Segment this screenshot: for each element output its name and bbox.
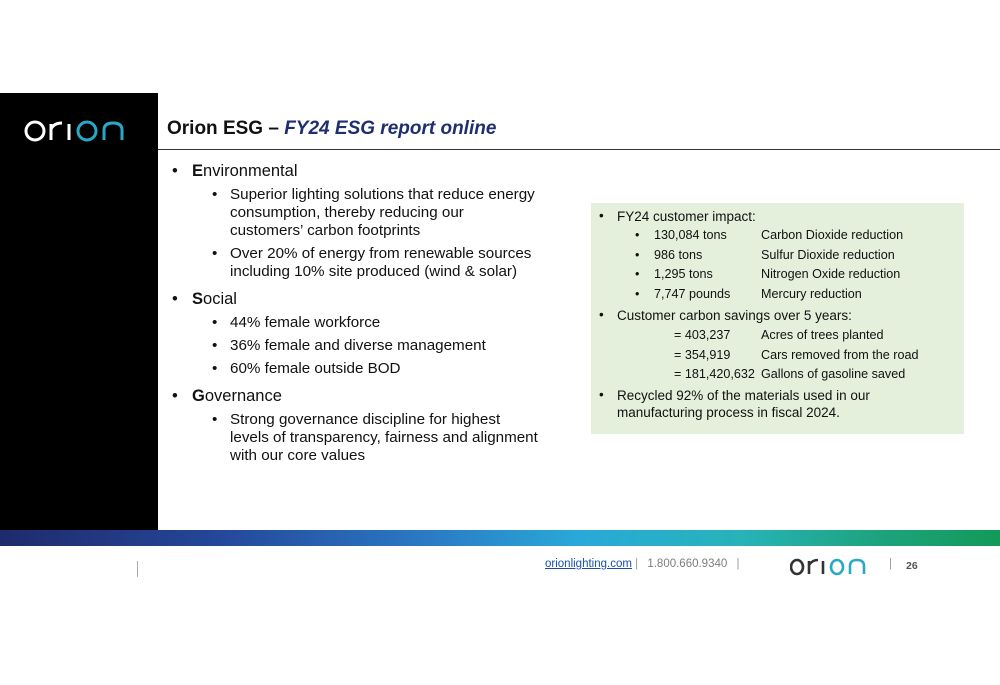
- bullet: •: [599, 307, 604, 322]
- recycled-text: Recycled 92% of the materials used in our manufacturing process in fiscal 2024.: [617, 388, 870, 420]
- impact-amount: 1,295 tons: [654, 267, 713, 281]
- impact-heading: FY24 customer impact:: [617, 209, 756, 224]
- esg-list: [170, 162, 540, 470]
- impact-label: Sulfur Dioxide reduction: [761, 248, 895, 262]
- savings-label: Cars removed from the road: [761, 348, 919, 362]
- footer-orion-logo: [790, 557, 878, 577]
- footer-contact: orionlighting.com | 1.800.660.9340 |: [545, 558, 740, 570]
- social-item: • 60% female outside BOD: [170, 360, 540, 378]
- governance-heading: • Governance: [170, 387, 540, 405]
- env-item: • Over 20% of energy from renewable sources including 10% site produced (wind & solar): [170, 245, 540, 281]
- footer-divider: [137, 561, 138, 577]
- env-item: • Superior lighting solutions that reduce energy consumption, thereby reducing our customers’ carbon footprints: [170, 186, 540, 240]
- slide-title: [167, 118, 496, 140]
- title-plain: Orion ESG –: [167, 118, 285, 139]
- bullet: •: [599, 387, 604, 402]
- social-item: • 36% female and diverse management: [170, 337, 540, 355]
- title-italic: FY24 ESG report online: [284, 118, 497, 139]
- social-heading: • Social: [170, 290, 540, 308]
- savings-amount: = 354,919: [674, 348, 731, 362]
- gov-item: • Strong governance discipline for highest levels of transparency, fairness and alignment with our core values: [170, 411, 540, 465]
- savings-label: Gallons of gasoline saved: [761, 367, 906, 381]
- page-number: 26: [906, 560, 918, 572]
- social-item: • 44% female workforce: [170, 314, 540, 332]
- impact-label: Carbon Dioxide reduction: [761, 228, 904, 242]
- orion-logo: [24, 116, 144, 146]
- phone-number: 1.800.660.9340: [647, 558, 728, 570]
- title-divider: [158, 149, 1000, 150]
- impact-panel: • FY24 customer impact: • 130,084 tons Carbon Dioxide reduction • 986 tons Sulfur Dioxide reduction • 1,295 tons Nitrogen Oxide reduction • 7,747 pounds Mercury reduction • Customer carbon savings over 5 years: = 403,237 Acres of trees planted = 354,919 Cars removed from the road = 181,420,632 Gallons of gasoline saved • Recycled 92% of the materials used in our manufacturing process in fiscal 2024.: [591, 203, 964, 434]
- footer-gradient-bar: [0, 530, 1000, 546]
- sidebar-panel: [0, 93, 158, 530]
- impact-amount: 986 tons: [654, 248, 703, 262]
- savings-heading: Customer carbon savings over 5 years:: [617, 308, 852, 323]
- impact-amount: 7,747 pounds: [654, 287, 731, 301]
- environmental-heading: • Environmental: [170, 162, 540, 180]
- impact-label: Mercury reduction: [761, 287, 862, 301]
- savings-amount: = 181,420,632: [674, 367, 755, 381]
- website-link[interactable]: orionlighting.com: [545, 558, 632, 570]
- impact-label: Nitrogen Oxide reduction: [761, 267, 901, 281]
- impact-amount: 130,084 tons: [654, 228, 727, 242]
- savings-label: Acres of trees planted: [761, 328, 884, 342]
- bullet: •: [599, 208, 604, 223]
- savings-amount: = 403,237: [674, 328, 731, 342]
